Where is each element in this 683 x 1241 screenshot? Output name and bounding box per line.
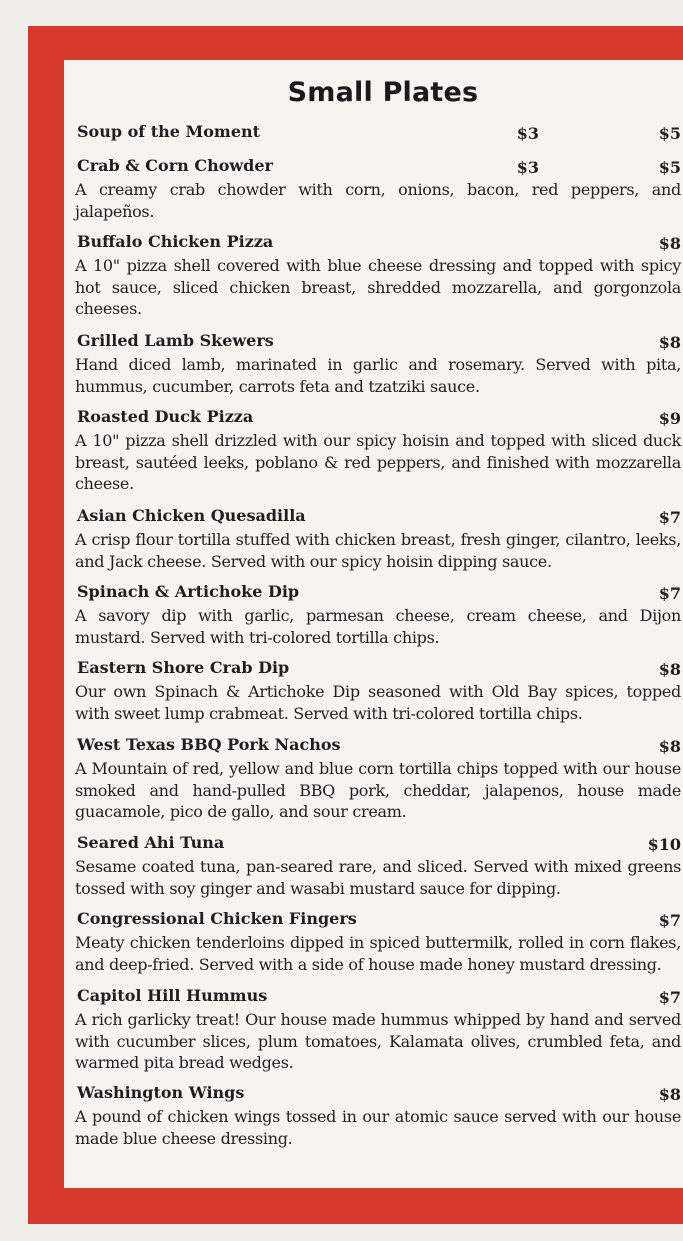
menu-item [75, 1083, 681, 1149]
item-price-cup: $3 [516, 124, 539, 143]
menu-item [75, 232, 681, 320]
item-name: Grilled Lamb Skewers [77, 331, 274, 350]
menu-item-chowder [75, 156, 681, 222]
item-name: Seared Ahi Tuna [77, 833, 225, 852]
item-description: A 10" pizza shell drizzled with our spicy hoisin and topped with sliced duck breast, sautéed leeks, poblano & red peppers, and finished with mozzarella cheese. [75, 431, 681, 493]
item-description: A Mountain of red, yellow and blue corn tortilla chips topped with our house smoked and hand-pulled BBQ pork, cheddar, jalapenos, house made guacamole, pico de gallo, and sour cream. [75, 759, 681, 821]
item-name: Asian Chicken Quesadilla [77, 506, 306, 525]
section-title: Small Plates [287, 77, 479, 108]
item-description: Hand diced lamb, marinated in garlic and rosemary. Served with pita, hummus, cucumber, carrots feta and tzatziki sauce. [75, 355, 681, 396]
item-price-bowl: $5 [658, 158, 681, 177]
menu-item [75, 909, 681, 975]
item-price: $8 [658, 737, 681, 756]
item-name: Washington Wings [77, 1083, 245, 1102]
item-description: A crisp flour tortilla stuffed with chicken breast, fresh ginger, cilantro, leeks, and Jack cheese. Served with our spicy hoisin dipping sauce. [75, 530, 681, 571]
item-name: Capitol Hill Hummus [77, 986, 268, 1005]
menu-item [75, 735, 681, 823]
item-price: $8 [658, 234, 681, 253]
item-price: $7 [658, 508, 681, 527]
menu-item [75, 582, 681, 648]
item-name: Buffalo Chicken Pizza [77, 232, 274, 251]
item-description: A 10" pizza shell covered with blue cheese dressing and topped with spicy hot sauce, sliced chicken breast, shredded mozzarella, and gorgonzola cheeses. [75, 256, 681, 318]
item-price: $10 [647, 835, 681, 854]
item-name: West Texas BBQ Pork Nachos [77, 735, 341, 754]
item-price: $9 [658, 409, 681, 428]
item-price: $7 [658, 988, 681, 1007]
item-name: Crab & Corn Chowder [77, 156, 273, 175]
item-name: Soup of the Moment [77, 122, 261, 141]
menu-item [75, 506, 681, 572]
item-description: A pound of chicken wings tossed in our atomic sauce served with our house made blue cheese dressing. [75, 1107, 681, 1148]
item-name: Spinach & Artichoke Dip [77, 582, 300, 601]
menu-item [75, 331, 681, 397]
menu-item [75, 658, 681, 724]
item-price: $8 [658, 660, 681, 679]
item-description: Meaty chicken tenderloins dipped in spiced buttermilk, rolled in corn flakes, and deep-fried. Served with a side of house made honey mustard dressing. [75, 933, 681, 974]
item-name: Roasted Duck Pizza [77, 407, 254, 426]
item-description: A savory dip with garlic, parmesan cheese, cream cheese, and Dijon mustard. Served with tri-colored tortilla chips. [75, 606, 681, 647]
item-description: Sesame coated tuna, pan-seared rare, and sliced. Served with mixed greens tossed with soy ginger and wasabi mustard sauce for dipping. [75, 857, 681, 898]
item-price-cup: $3 [516, 158, 539, 177]
menu-item [75, 833, 681, 899]
menu-item [75, 407, 681, 495]
item-description: A rich garlicky treat! Our house made hummus whipped by hand and served with cucumber slices, plum tomatoes, Kalamata olives, crumbled feta, and warmed pita bread wedges. [75, 1010, 681, 1072]
menu-item-soup [75, 122, 681, 146]
menu-item [75, 986, 681, 1074]
item-price: $7 [658, 911, 681, 930]
item-name: Eastern Shore Crab Dip [77, 658, 290, 677]
item-description: Our own Spinach & Artichoke Dip seasoned with Old Bay spices, topped with sweet lump crabmeat. Served with tri-colored tortilla chips. [75, 682, 681, 723]
item-price: $8 [658, 1085, 681, 1104]
item-price-bowl: $5 [658, 124, 681, 143]
item-price: $8 [658, 333, 681, 352]
item-price: $7 [658, 584, 681, 603]
item-description: A creamy crab chowder with corn, onions, bacon, red peppers, and jalapeños. [75, 180, 681, 221]
item-name: Congressional Chicken Fingers [77, 909, 357, 928]
